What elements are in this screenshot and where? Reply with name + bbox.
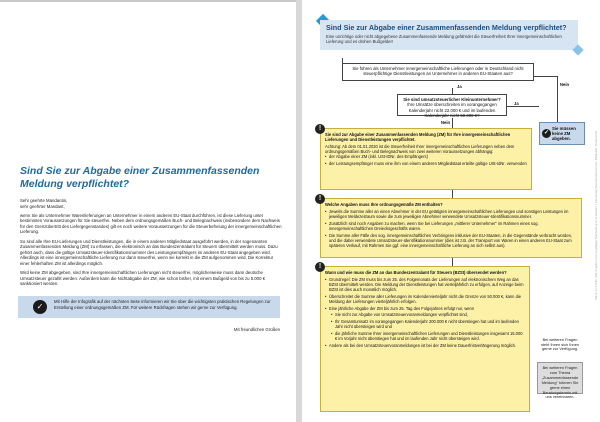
list-item: • Jeweils die Summe aller an einen Abnehmer in der EU getätigten innergemeinschaftlichen Lieferungen und sonstigen Leistungen im jeweiligen Meldezeitraum sowie die zum jeweiligen Abnehmer verwendete Umsatzsteuer-Identifikationsnummer. [325,209,577,219]
deadline-box [320,266,530,412]
obligation-note: Achtung: Ab dem 01.01.2020 ist die Steuerfreiheit Ihrer innergemeinschaftlichen Lieferungen neben dem ordnungsgemäßen Buch- und Belegnachweis von zwei weiteren Voraussetzungen abhängig: [325,144,515,155]
infographic-header [320,20,578,50]
list-item: • Andere als bei den Umsatzsteuervoranmeldungen ist bei der ZM keine Dauerfristverlängerung möglich. [325,343,525,348]
no-zm-text: Sie müssen keine ZM abgeben. [552,126,576,141]
connector-line [452,118,453,128]
question-2-title: Sie sind umsatzsteuerlicher Kleinunternehmer? [403,97,501,102]
deadline-list [325,277,525,348]
letter-body [20,198,282,290]
obligation-box [320,128,532,190]
questions-note: Bei weiteren Fragen steht Ihnen sich Ihnen gerne zur Verfügung. [540,337,580,352]
obligation-list [325,154,527,166]
q1-no-label: Nein [560,82,570,87]
letter-title: Sind Sie zur Abgabe einer Zusammenfassenden Meldung verpflichtet? [20,165,260,190]
exclamation-icon: ! [315,262,325,272]
connector-line [534,76,557,77]
obligation-title: Sie sind zur Abgabe einer Zusammenfassenden Meldung (ZM) für Ihre innergemeinschaftlichen Lieferungen und Dienstleistungen verpflichtet. [325,132,511,143]
question-2 [397,94,507,119]
deadline-title: Wann und wie muss die ZM an das Bundeszentralamt für Steuern (BZSt) übersendet werden? [325,270,507,275]
info-text: Mit Hilfe der Infografik auf der nächsten Seite informieren wir Sie über die wichtigsten praktischen Regelungen zur Erstellung einer ordnungsgemäßen ZM. Für weitere Rückfragen stehen wir gerne zur Verfügung. [54,299,271,310]
infographic-subtitle: Eine unrichtige oder nicht abgegebene Zusammenfassende Meldung gefährdet die Steuerfreiheit Ihrer innergemeinschaftlichen Lieferung und es drohen Bußgelder! [326,34,562,44]
list-item: • Überschreitet die Summe aller Lieferungen im Kalendervierteljahr nicht die Grenze von 50.000 €, kann die Meldung der Lieferungen vierteljährlich erfolgen. [325,294,525,304]
q2-no-label: Nein [441,120,451,125]
list-item: • Eine jährliche Abgabe der ZM bis zum 25. Tag des Folgejahres erfolgt nur, wenn [325,306,525,311]
letter-paragraph-1: wenn Sie als Unternehmer Warenlieferungen an Unternehmer in einem anderen EU-Staat durchführen, ist diese Lieferung unter bestimmten Voraussetzungen für Sie steuerfrei. Neben dem ordnungsgemäßen Buch- und Belegnachweis (insbesondere dem Nachweis für den Grenzübertritt des Liefergegenstandes) gilt es noch weitere Voraussetzungen für die Steuerbefreiung der innergemeinschaftlichen Lieferung. [20,212,282,235]
list-item: • Sie nicht zur Abgabe von Umsatzsteuervoranmeldungen verpflichtet sind, [331,312,525,317]
salutation-line-1: Sehr geehrte Mandantin, [20,198,68,203]
no-zm-box [539,122,585,145]
letter-paragraph-2: So sind alle Ihre EU-Lieferungen und Dienstleistungen, die in einem anderen Mitgliedstaat ausgeführt werden, in der sogenannten Zusammenfassenden Meldung (ZM) zu erfassen, die elektronisch an das Bundeszentralamt für Steuern übermittelt werden muss. Dazu gehört auch, dass die gültige Umsatzsteuer-Identifikationsnummer des Leistungsempfängers im anderen EU-Staat angegeben wird. Allerdings ist eine innergemeinschaftliche Lieferung nur dann steuerfrei, wenn sie korrekt in die ZM aufgenommen wird. Die Korrektur einer fehlerhaften ZM ist allerdings möglich. [20,238,278,266]
list-item: • Die Summe aller Fälle des sog. innergemeinschaftlichen Verbringens inklusive der EU-Staaten, in die Gegenstände verbracht worden, und die dabei verwendete Umsatzsteuer-Identifikationsnummer (dies ist z.B. der Transport von Waren in einen anderen EU-Staat zum späteren Verkauf, mit Rahmen Sie ggf. eine innergemeinschaftliche Lieferung an sich selbst aus). [325,233,577,248]
contents-title: Welche Angaben muss Ihre ordnungsgemäße ZM enthalten? [325,202,443,207]
connector-line [452,258,453,266]
contents-box [320,198,582,258]
letter-paragraph-3: Wird keine ZM abgegeben, sind Ihre innergemeinschaftlichen Lieferungen nicht steuerfrei, möglicherweise muss dann deutsche Umsatzsteuer gezahlt werden. Außerdem kann die Nichtabgabe der ZM, wie schon bisher, mit einem Bußgeld von bis zu 5.000 € sanktioniert werden. [20,270,266,287]
q2-yes-label: Ja [514,101,519,106]
list-item: • der Abgabe einer ZM (inkl. USt-IDNr. des Empfängers) [325,154,527,159]
list-item: • Zusätzlich sind noch Angaben zu machen, wenn Sie bei Lieferungen „mittlerer Unternehmer" im Rahmen eines sog. innergemeinschaftlichen Dreiecksgeschäfts waren. [325,221,577,231]
exclamation-icon: ! [315,194,325,204]
connector-line [452,190,453,198]
infographic-page [302,0,600,422]
info-box [18,296,280,318]
list-item: • Ihr Gesamtumsatz im vorangegangen Kalenderjahr 200.000 € nicht überstiegen hat und im laufenden Jahr nicht übersteigen wird und [331,319,525,329]
side-source-text: Stand: Juni 2020 | Alle Angaben trotz sorgfältiger Bearbeitung ohne Gewähr. | Fachverlag Steuerberaterkammer. Bildquelle: Shutterstock [594,130,598,300]
connector-line [507,106,539,107]
q1-yes-label: Ja [457,84,462,89]
question-1: Sie führen als Unternehmer innergemeinschaftliche Lieferungen oder in Deutschland nicht steuerpflichtige Dienstleistungen an Unternehmer in anderen EU-Staaten aus? [342,63,534,81]
question-2-text: Ihre Umsätze überschreiten im vorangegangen Kalenderjahr nicht 22.000 € und im laufenden Kalenderjahr nicht 50.000 €? [407,102,497,119]
exclamation-icon: ! [315,124,325,134]
connector-line [557,76,558,122]
list-item: • der Leistungsempfänger muss eine ihm von einem anderen Mitgliedstaat erteilte gültige USt-IdNr. verwenden [325,161,527,166]
page-edge [0,0,296,2]
check-icon: ✓ [543,130,550,136]
list-item: • die jährliche Summe Ihrer innergemeinschaftlichen Lieferungen und Dienstleistungen insgesamt 15.000 € im Vorjahr nicht überstiegen hat und im laufenden Jahr nicht übersteigen wird. [331,331,525,341]
check-icon: ✓ [33,300,47,314]
consultation-box: Bei weiteren Fragen zum Thema „Zusammenfassende Meldung" können Sie gerne einen Beratungstermin mit uns vereinbaren. [537,362,583,394]
salutation [20,198,282,209]
letter-page [0,0,296,422]
list-item: • Grundregel: Die ZM muss bis zum 25. des Folgemonats der Lieferungen auf elektronischem Weg an das BZSt übermittelt werden. Die Meldung der Dienstleistungen hat vierteljährlich zu erfolgen, auf Anzeige beim BZSt ist dies auch monatlich möglich. [325,277,525,292]
infographic-title: Sind Sie zur Abgabe einer Zusammenfassenden Meldung verpflichtet? [326,23,567,32]
contents-list [325,209,577,248]
closing: Mit freundlichen Grüßen [233,327,280,332]
salutation-line-2: sehr geehrter Mandant, [20,203,65,209]
